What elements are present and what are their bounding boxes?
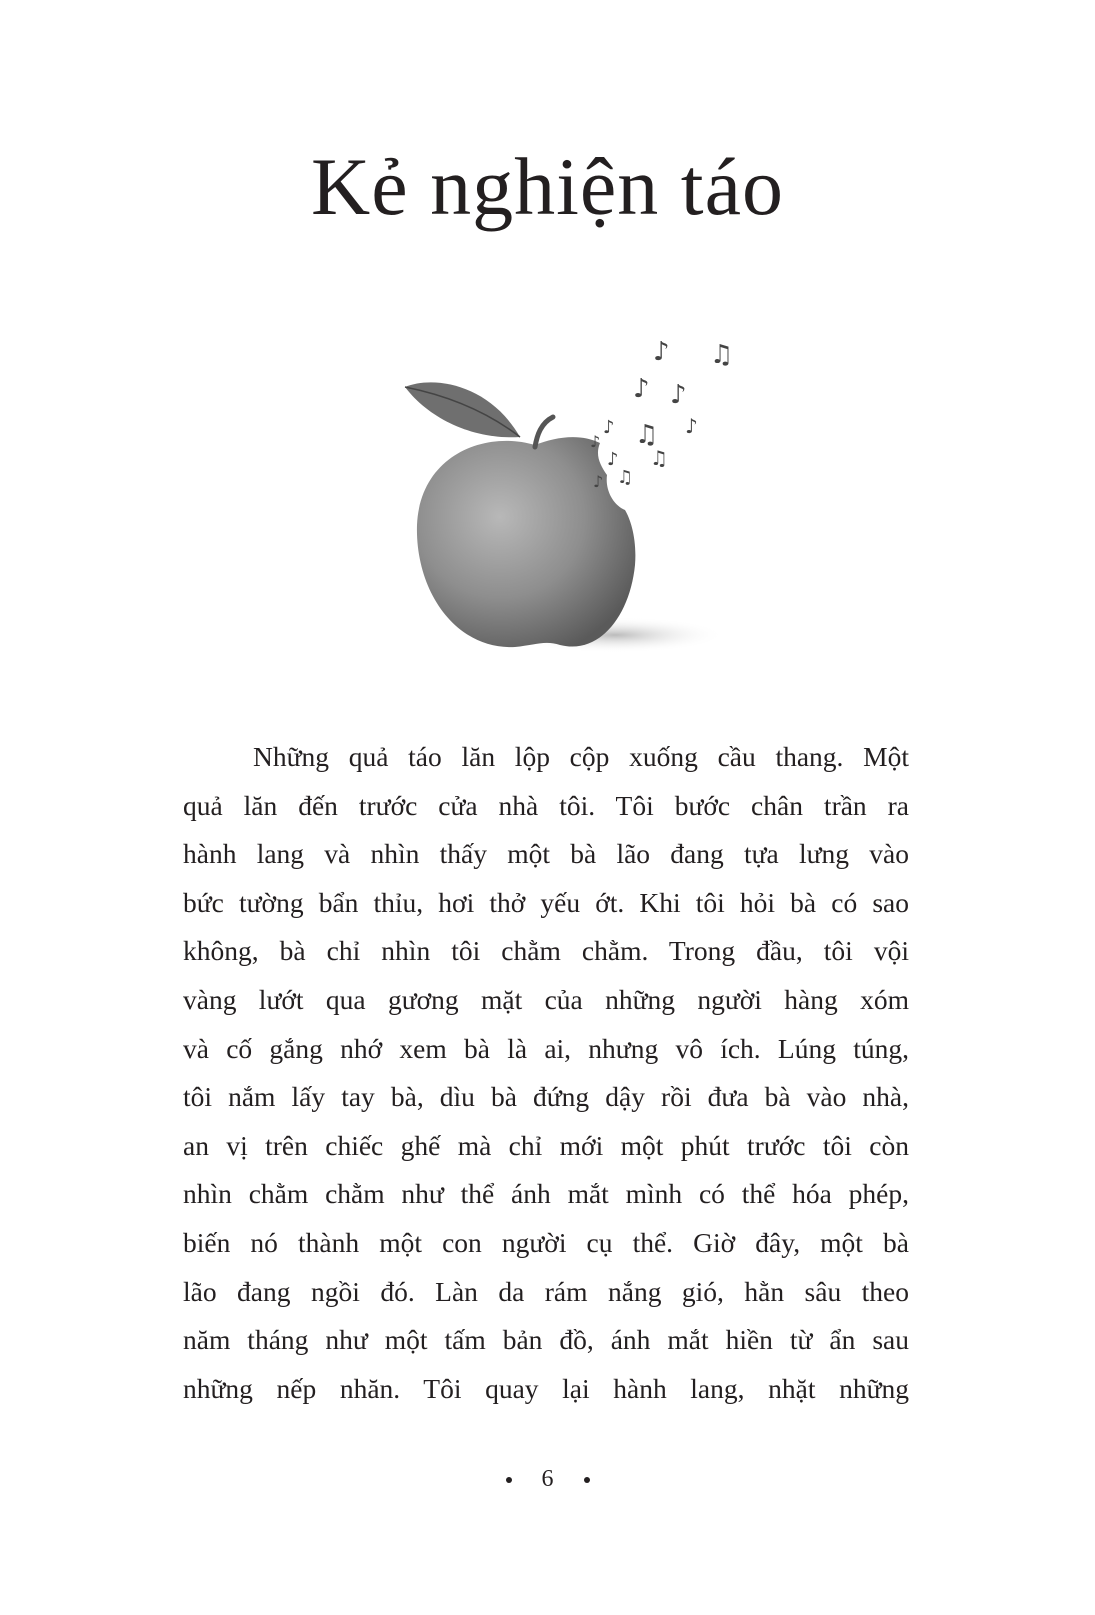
text-line: hành lang và nhìn thấy một bà lão đang tựa lưng vào	[183, 838, 909, 870]
bullet-icon	[584, 1477, 590, 1483]
svg-text:♪: ♪	[607, 449, 619, 470]
svg-text:♪: ♪	[633, 374, 650, 404]
body-text	[183, 733, 909, 1413]
bullet-icon	[506, 1477, 512, 1483]
text-line: an vị trên chiếc ghế mà chỉ mới một phút trước tôi còn	[183, 1129, 909, 1161]
svg-text:♫: ♫	[617, 467, 634, 488]
text-line: những nếp nhăn. Tôi quay lại hành lang, nhặt những	[183, 1372, 909, 1404]
text-line: và cố gắng nhớ xem bà là ai, nhưng vô ích. Lúng túng,	[183, 1032, 909, 1064]
svg-text:♪: ♪	[593, 472, 604, 491]
text-line: quả lăn đến trước cửa nhà tôi. Tôi bước chân trần ra	[183, 789, 909, 821]
svg-text:♫: ♫	[710, 340, 734, 370]
text-line: Những quả táo lăn lộp cộp xuống cầu thang. Một	[253, 741, 909, 772]
text-line: nhìn chằm chằm như thể ánh mắt mình có thể hóa phép,	[183, 1178, 909, 1210]
page-footer	[0, 1466, 1095, 1493]
music-notes-icon	[590, 337, 733, 491]
apple-body	[417, 437, 635, 647]
text-line: tôi nắm lấy tay bà, dìu bà đứng dậy rồi đưa bà vào nhà,	[183, 1081, 909, 1113]
text-line: bức tường bẩn thỉu, hơi thở yếu ớt. Khi tôi hỏi bà có sao	[183, 886, 909, 918]
text-line: biến nó thành một con người cụ thể. Giờ đây, một bà	[183, 1226, 909, 1258]
text-line: không, bà chỉ nhìn tôi chằm chằm. Trong đầu, tôi vội	[183, 935, 909, 967]
text-line: vàng lướt qua gương mặt của những người hàng xóm	[183, 983, 909, 1015]
page-number: 6	[541, 1466, 554, 1492]
svg-text:♪: ♪	[685, 414, 698, 438]
svg-text:♫: ♫	[650, 446, 668, 470]
svg-text:♪: ♪	[670, 380, 687, 410]
text-line: lão đang ngồi đó. Làn da rám nắng gió, hằn sâu theo	[183, 1275, 909, 1307]
chapter-title: Kẻ nghiện táo	[311, 141, 784, 232]
text-line: năm tháng như một tấm bản đồ, ánh mắt hiền từ ẩn sau	[183, 1324, 909, 1356]
apple-illustration-icon	[395, 325, 755, 670]
svg-text:♪: ♪	[603, 417, 615, 438]
svg-text:♪: ♪	[590, 432, 601, 451]
svg-text:♪: ♪	[653, 337, 670, 367]
svg-text:♫: ♫	[635, 420, 659, 450]
